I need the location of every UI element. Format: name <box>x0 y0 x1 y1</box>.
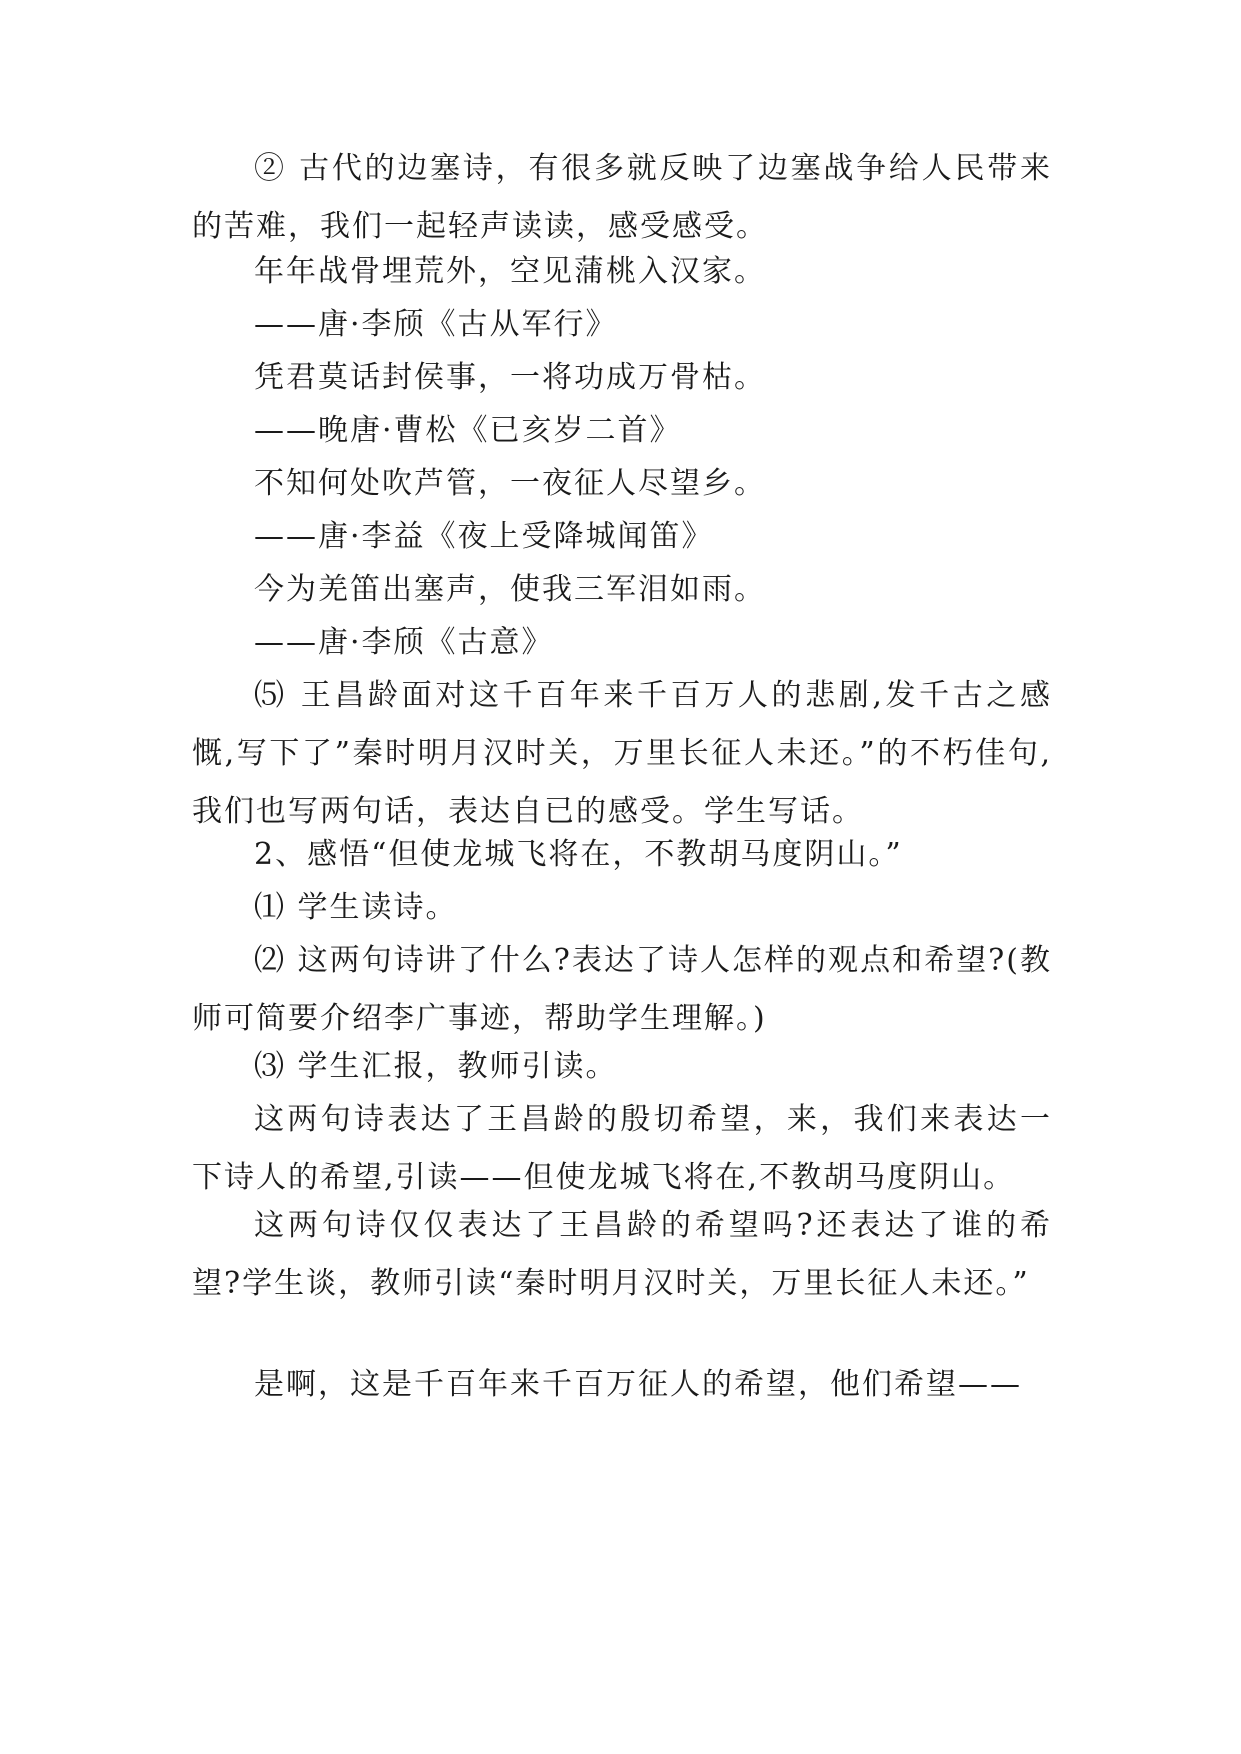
paragraph-guided-reading-2: 这两句诗仅仅表达了王昌龄的希望吗?还表达了谁的希望?学生谈，教师引读“秦时明月汉时关，万里长征人未还。” <box>192 1208 1052 1301</box>
poem-line-1: 年年战骨埋荒外，空见蒲桃入汉家。 <box>254 254 766 289</box>
paragraph-wang-changling: ⑸ 王昌龄面对这千百年来千百万人的悲剧,发千古之感慨,写下了”秦时明月汉时关，万里长征人未还。”的不朽佳句,我们也写两句话，表达自已的感受。学生写话。 <box>192 678 1052 829</box>
section-heading-2: 2、感悟“但使龙城飞将在，不教胡马度阴山。” <box>254 837 903 872</box>
poem-source-3: ——唐·李益《夜上受降城闻笛》 <box>254 519 714 554</box>
poem-line-4: 今为羌笛出塞声，使我三军泪如雨。 <box>254 572 766 607</box>
paragraph-closing: 是啊，这是千百年来千百万征人的希望，他们希望—— <box>254 1367 1022 1402</box>
poem-source-4: ——唐·李颀《古意》 <box>254 625 554 660</box>
poem-line-3: 不知何处吹芦管，一夜征人尽望乡。 <box>254 466 766 501</box>
step-2: ⑵ 这两句诗讲了什么?表达了诗人怎样的观点和希望?(教师可简要介绍李广事迹，帮助学生理解。) <box>192 943 1052 1036</box>
paragraph-guided-reading-1: 这两句诗表达了王昌龄的殷切希望，来，我们来表达一下诗人的希望,引读——但使龙城飞将在,不教胡马度阴山。 <box>192 1102 1052 1195</box>
poem-line-2: 凭君莫话封侯事，一将功成万骨枯。 <box>254 360 766 395</box>
paragraph-frontier-poems-intro: ② 古代的边塞诗，有很多就反映了边塞战争给人民带来的苦难，我们一起轻声读读，感受感受。 <box>192 151 1052 244</box>
poem-source-1: ——唐·李颀《古从军行》 <box>254 307 618 342</box>
step-1: ⑴ 学生读诗。 <box>254 890 458 925</box>
step-3: ⑶ 学生汇报，教师引读。 <box>254 1049 618 1084</box>
poem-source-2: ——晚唐·曹松《已亥岁二首》 <box>254 413 682 448</box>
